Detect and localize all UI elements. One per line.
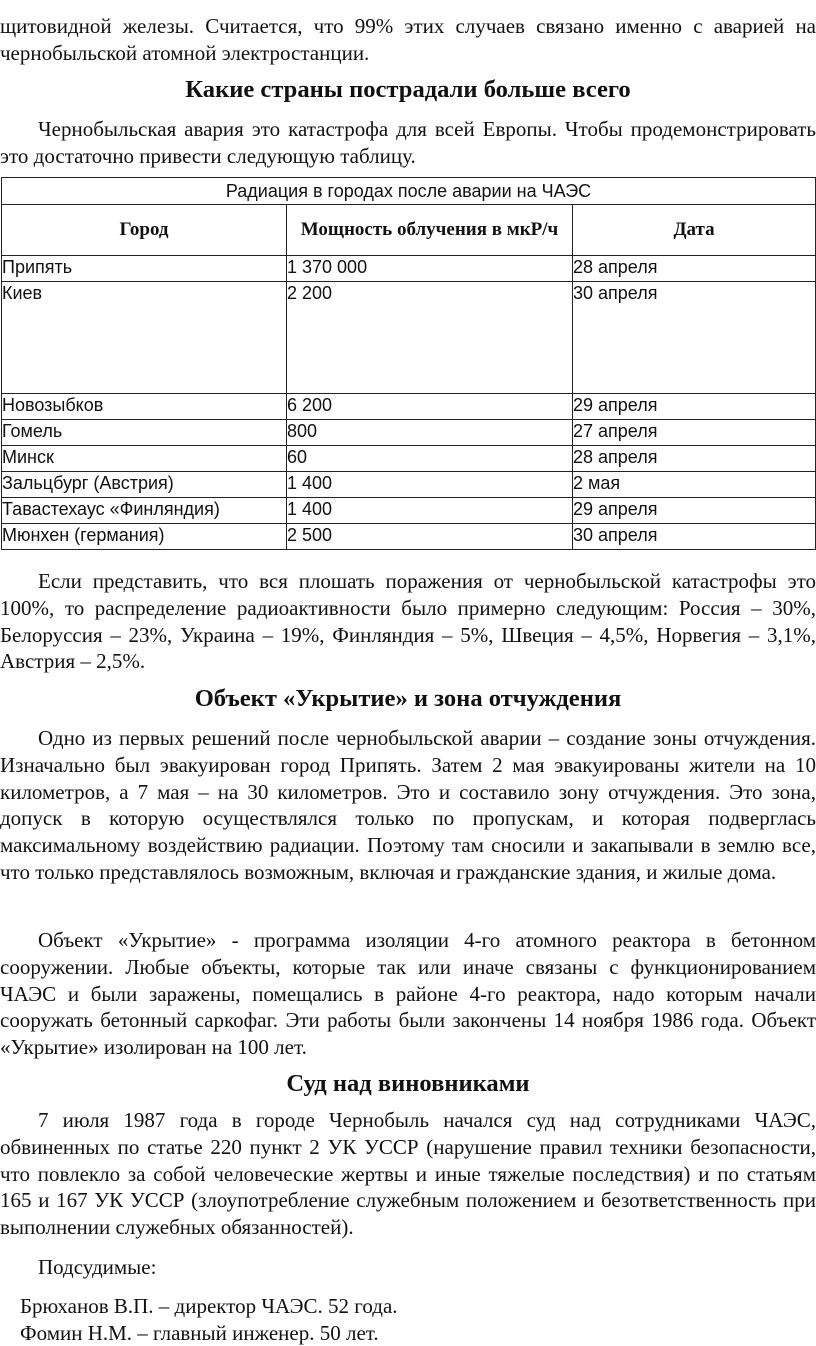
table-row [2,282,816,394]
cell-city: Мюнхен (германия) [2,524,287,550]
cell-date: 28 апреля [573,256,816,282]
table-row [2,420,816,446]
section-heading-trial: Суд над виновниками [286,1070,530,1097]
table-row [2,256,816,282]
cell-date: 27 апреля [573,420,816,446]
table-row [2,472,816,498]
cell-city: Тавастехаус «Финляндия) [2,498,287,524]
cell-date: 28 апреля [573,446,816,472]
cell-dose: 6 200 [287,394,573,420]
table-row [2,446,816,472]
cell-date: 29 апреля [573,394,816,420]
defendant-item: Брюханов В.П. – директор ЧАЭС. 52 года. [20,1294,398,1318]
cell-dose: 1 400 [287,498,573,524]
cell-city: Припять [2,256,287,282]
cell-date: 2 мая [573,472,816,498]
header-city: Город [2,205,287,256]
defendant-item: Фомин Н.М. – главный инженер. 50 лет. [20,1321,379,1345]
table-row [2,394,816,420]
cell-city: Зальцбург (Австрия) [2,472,287,498]
countries-paragraph: Чернобыльская авария это катастрофа для всей Европы. Чтобы продемонстрировать это достаточно привести следующую таблицу. [0,117,816,168]
cell-dose: 800 [287,420,573,446]
cell-date: 30 апреля [573,282,816,394]
cell-dose: 60 [287,446,573,472]
radiation-table [1,177,816,550]
cell-date: 29 апреля [573,498,816,524]
cell-dose: 1 370 000 [287,256,573,282]
header-date: Дата [573,205,816,256]
defendants-label: Подсудимые: [38,1255,157,1279]
table-row [2,524,816,550]
distribution-paragraph: Если представить, что вся плошать поражения от чернобыльской катастрофы это 100%, то распределение радиоактивности было примерно следующим: Россия – 30%, Белоруссия – 23%, Украина – 19%, Финляндия – 5%, Швеция – 4,5%, Норвегия – 3,1%, Австрия – 2,5%. [0,569,816,674]
cell-city: Минск [2,446,287,472]
shelter-paragraph: Объект «Укрытие» - программа изоляции 4-го атомного реактора в бетонном сооружении. Любые объекты, которые так или иначе связаны с функционированием ЧАЭС и были заражены, помещались в районе 4-го реактора, надо которым начали сооружать бетонный саркофаг. Эти работы были закончены 14 ноября 1986 года. Объект «Укрытие» изолирован на 100 лет. [0,928,816,1060]
cell-dose: 2 500 [287,524,573,550]
cell-city: Киев [2,282,287,394]
cell-dose: 1 400 [287,472,573,498]
exclusion-zone-paragraph: Одно из первых решений после чернобыльской аварии – создание зоны отчуждения. Изначально был эвакуирован город Припять. Затем 2 мая эвакуированы жители на 10 километров, а 7 мая – на 30 километров. Это и составило зону отчуждения. Это зона, допуск в которую осуществлялся только по пропускам, и которая подверглась максимальному воздействию радиации. Поэтому там сносили и закапывали в землю все, что только представлялось возможным, включая и гражданские здания, и жилые дома. [0,726,816,884]
cell-dose: 2 200 [287,282,573,394]
table-caption: Радиация в городах после аварии на ЧАЭС [2,178,816,205]
table-caption-row [2,178,816,205]
intro-paragraph: щитовидной железы. Считается, что 99% этих случаев связано именно с аварией на чернобыльской атомной электростанции. [0,14,816,65]
section-heading-countries: Какие страны пострадали больше всего [185,76,631,103]
table-header-row [2,205,816,256]
section-heading-shelter: Объект «Укрытие» и зона отчуждения [194,685,622,712]
cell-city: Новозыбков [2,394,287,420]
table-row [2,498,816,524]
header-dose-rate: Мощность облучения в мкР/ч [287,205,573,256]
cell-city: Гомель [2,420,287,446]
trial-paragraph: 7 июля 1987 года в городе Чернобыль начался суд над сотрудниками ЧАЭС, обвиненных по статье 220 пункт 2 УК УССР (нарушение правил техники безопасности, что повлекло за собой человеческие жертвы и иные тяжелые последствия) и по статьям 165 и 167 УК УССР (злоупотребление служебным положением и безответственность при выполнении служебных обязанностей). [0,1108,816,1240]
cell-date: 30 апреля [573,524,816,550]
